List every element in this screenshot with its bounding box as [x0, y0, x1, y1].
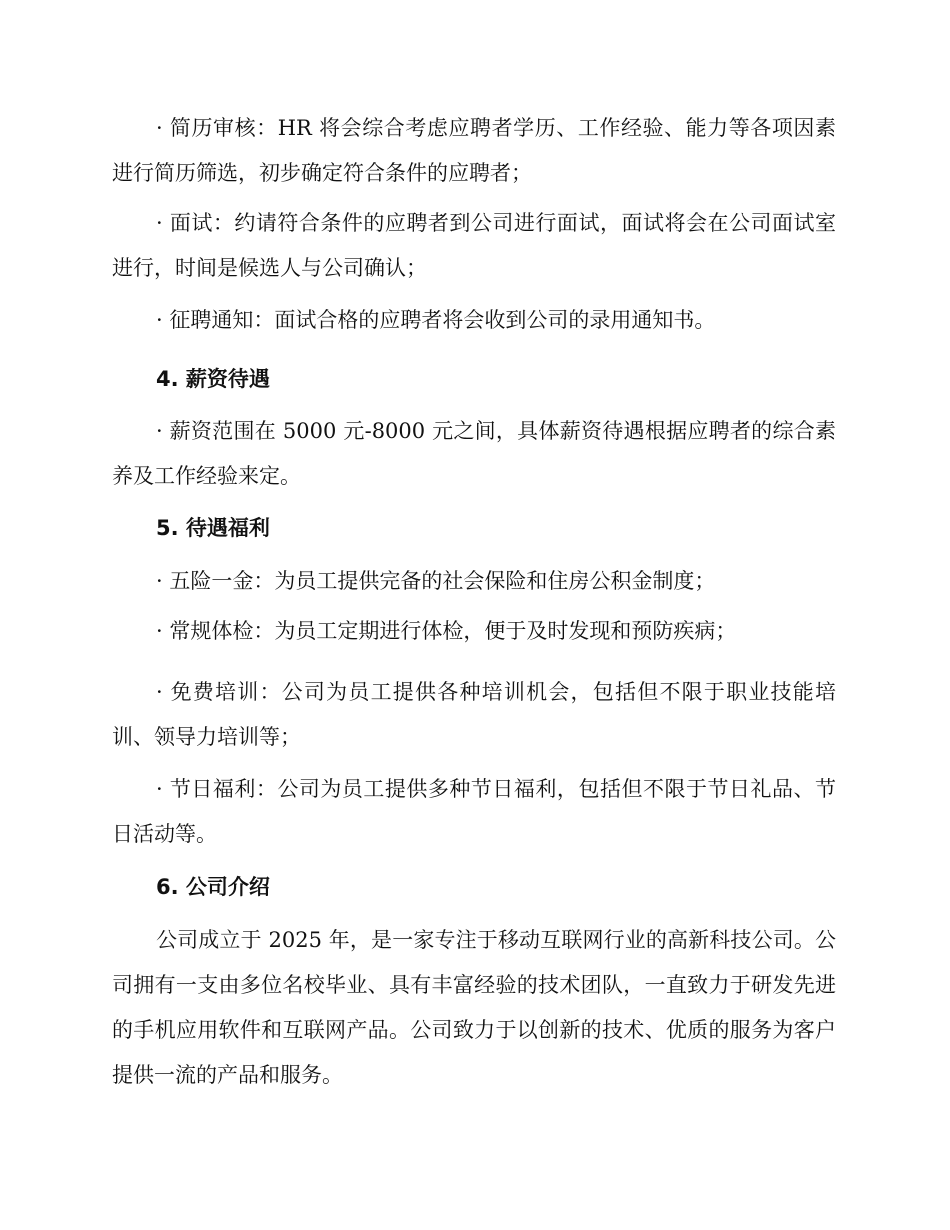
- list-item-insurance: · 五险一金：为员工提供完备的社会保险和住房公积金制度；: [156, 569, 716, 593]
- list-item-salary-range: · 薪资范围在 5000 元-8000 元之间，具体薪资待遇根据应聘者的综合素养及工作经验来定。: [112, 419, 836, 488]
- company-intro-paragraph: 公司成立于 2025 年，是一家专注于移动互联网行业的高新科技公司。公司拥有一支由多位名校毕业、具有丰富经验的技术团队，一直致力于研发先进的手机应用软件和互联网产品。公司致力于以创新的技术、优质的服务为客户提供一流的产品和服务。: [112, 928, 836, 1087]
- list-item-offer-notice: · 征聘通知：面试合格的应聘者将会收到公司的录用通知书。: [156, 308, 716, 332]
- list-item-training: · 免费培训：公司为员工提供各种培训机会，包括但不限于职业技能培训、领导力培训等；: [112, 680, 836, 749]
- list-item-interview: · 面试：约请符合条件的应聘者到公司进行面试，面试将会在公司面试室进行，时间是候选人与公司确认；: [112, 211, 836, 280]
- section-heading-benefits: 5. 待遇福利: [156, 516, 270, 540]
- list-item-resume-review: · 简历审核：HR 将会综合考虑应聘者学历、工作经验、能力等各项因素进行简历筛选，初步确定符合条件的应聘者；: [112, 116, 836, 185]
- section-heading-salary: 4. 薪资待遇: [156, 367, 270, 391]
- list-item-holiday-benefits: · 节日福利：公司为员工提供多种节日福利，包括但不限于节日礼品、节日活动等。: [112, 777, 836, 846]
- list-item-health-check: · 常规体检：为员工定期进行体检，便于及时发现和预防疾病；: [156, 619, 737, 643]
- section-heading-company: 6. 公司介绍: [156, 875, 270, 899]
